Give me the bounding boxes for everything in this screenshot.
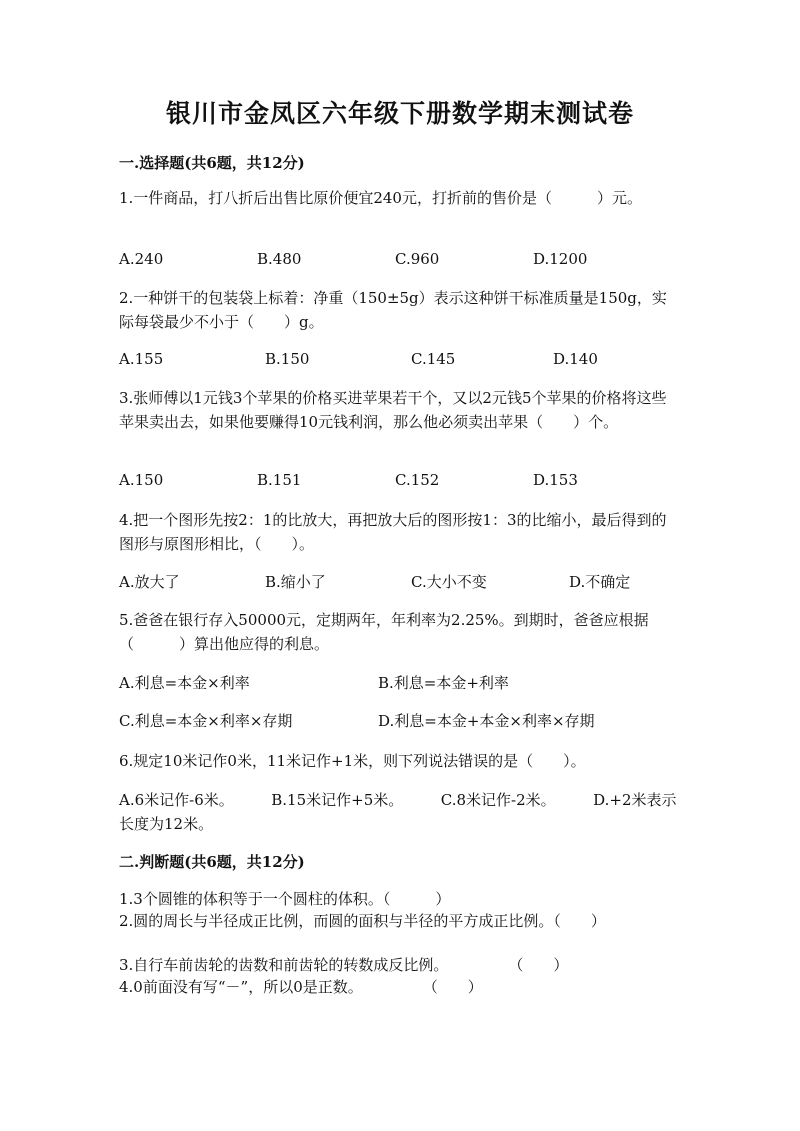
option-a: A.放大了 [119, 573, 180, 591]
question-5-options-row-1 [119, 672, 699, 696]
judgement-item-4: 4.0前面没有写“－”，所以0是正数。 （ ） [119, 978, 483, 996]
judgement-item-1: 1.3个圆锥的体积等于一个圆柱的体积。（ ） [119, 890, 451, 908]
judgement-item-3: 3.自行车前齿轮的齿数和前齿轮的转数成反比例。 （ ） [119, 956, 569, 974]
option-a: A.利息=本金×利率 [119, 674, 250, 692]
option-a: A.150 [119, 471, 164, 489]
question-3-options [119, 471, 699, 495]
question-6: 6.规定10米记作0米，11米记作+1米，则下列说法错误的是（ ）。 [119, 752, 586, 770]
option-d: D.140 [553, 350, 598, 368]
option-c: C.152 [395, 471, 440, 489]
option-a: A.240 [119, 250, 164, 268]
option-b: B.151 [257, 471, 302, 489]
option-d: D.利息=本金+本金×利率×存期 [378, 712, 595, 730]
question-4: 4.把一个图形先按2：1的比放大，再把放大后的图形按1：3的比缩小，最后得到的图形与原图形相比，（ ）。 [119, 511, 667, 553]
option-b: B.480 [257, 250, 302, 268]
question-1-options [119, 250, 699, 274]
option-d: D.1200 [533, 250, 588, 268]
question-4-options [119, 571, 699, 595]
question-5-options-row-2 [119, 710, 699, 734]
option-c: C.960 [395, 250, 440, 268]
section-heading-judgement: 二.判断题(共6题，共12分) [119, 853, 305, 871]
option-c: C.145 [411, 350, 456, 368]
option-d: D.153 [533, 471, 578, 489]
option-b: B.缩小了 [265, 573, 326, 591]
question-2-options [119, 350, 699, 374]
option-c: C.大小不变 [411, 573, 487, 591]
section-heading-choice: 一.选择题(共6题，共12分) [119, 154, 305, 172]
option-d: D.不确定 [569, 573, 631, 591]
question-2: 2.一种饼干的包装袋上标着：净重（150±5g）表示这种饼干标准质量是150g，实际每袋最少不小于（ ）g。 [119, 289, 667, 331]
option-a: A.155 [119, 350, 164, 368]
question-3: 3.张师傅以1元钱3个苹果的价格买进苹果若干个，又以2元钱5个苹果的价格将这些苹果卖出去，如果他要赚得10元钱利润，那么他必须卖出苹果（ ）个。 [119, 389, 667, 431]
question-1: 1.一件商品，打八折后出售比原价便宜240元，打折前的售价是（ ）元。 [119, 189, 642, 207]
judgement-item-2: 2.圆的周长与半径成正比例，而圆的面积与半径的平方成正比例。（ ） [119, 912, 606, 930]
option-b: B.利息=本金+利率 [378, 674, 509, 692]
question-5: 5.爸爸在银行存入50000元，定期两年，年利率为2.25%。到期时，爸爸应根据（ ）算出他应得的利息。 [119, 611, 649, 653]
option-c: C.利息=本金×利率×存期 [119, 712, 293, 730]
page-title: 银川市金凤区六年级下册数学期末测试卷 [165, 99, 634, 128]
question-6-options: A.6米记作-6米。 B.15米记作+5米。 C.8米记作-2米。 D.+2米表示长度为12米。 [119, 791, 677, 833]
option-b: B.150 [265, 350, 310, 368]
